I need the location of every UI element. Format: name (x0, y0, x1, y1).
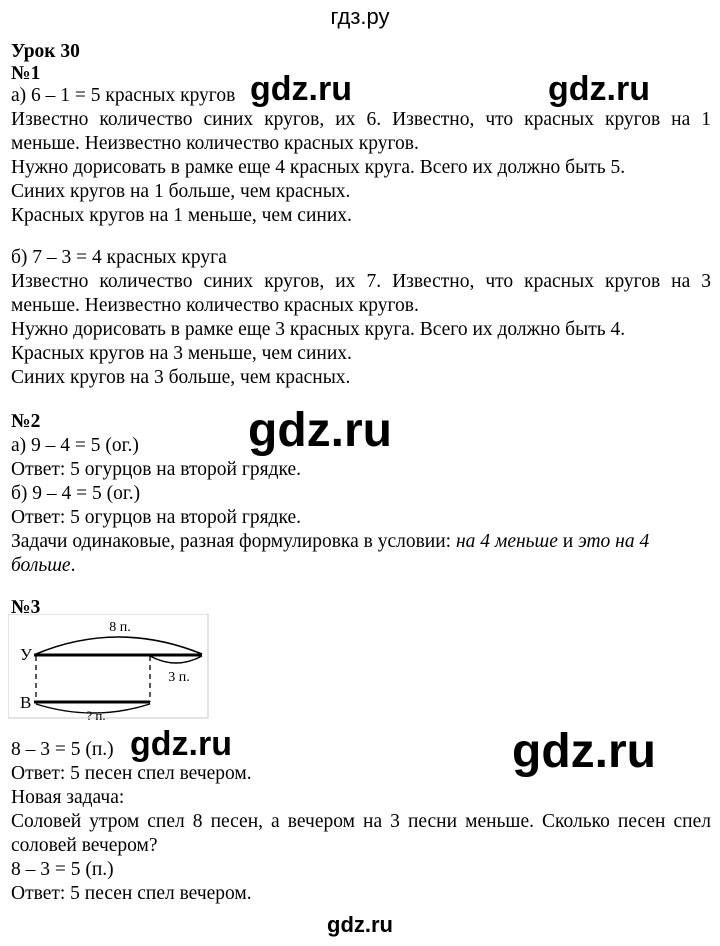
brace-top-8 (36, 637, 202, 654)
label-v: В (20, 693, 32, 712)
task2-note (11, 530, 711, 554)
task1-a-line: Известно количество синих кругов, их 6. Известно, что красных кругов на 1 (11, 109, 711, 130)
task2-note-mid: и (557, 531, 579, 552)
brace-right-3 (150, 656, 202, 663)
task1-a-line: меньше. Неизвестно количество красных кругов. (11, 133, 419, 154)
task1-b-line: Известно количество синих кругов, их 7. Известно, что красных кругов на 3 (11, 271, 711, 292)
task3-line: соловей вечером? (11, 835, 158, 856)
task1-b-line: Нужно дорисовать в рамке еще 3 красных круга. Всего их должно быть 4. (11, 319, 626, 340)
watermark: gdz.ru (248, 404, 392, 457)
site-header: гдз.ру (330, 4, 390, 29)
task3-number: №3 (11, 597, 41, 618)
task1-b-line: Красных кругов на 3 меньше, чем синих. (11, 343, 352, 364)
label-right: 3 п. (168, 670, 190, 685)
task2-note-emphasis: на 4 меньше (455, 531, 558, 552)
task2-line: а) 9 – 4 = 5 (ог.) (11, 435, 139, 456)
watermark: gdz.ru (130, 725, 232, 763)
task2-note-prefix: Задачи одинаковые, разная формулировка в условии: (11, 531, 456, 552)
task1-number: №1 (11, 63, 41, 84)
task1-b-equation: б) 7 – 3 = 4 красных круга (11, 247, 227, 268)
task2-line: б) 9 – 4 = 5 (ог.) (11, 483, 141, 504)
task1-b-line: Синих кругов на 3 больше, чем красных. (11, 367, 351, 388)
label-u: У (20, 645, 33, 664)
task3-line: Соловей утром спел 8 песен, а вечером на 3 песни меньше. Сколько песен спел (11, 811, 711, 832)
task3-line: 8 – 3 = 5 (п.) (11, 739, 114, 760)
task2-note-end: . (70, 555, 76, 576)
task3-line: Ответ: 5 песен спел вечером. (11, 763, 252, 784)
task2-line: Ответ: 5 огурцов на второй грядке. (11, 507, 301, 528)
task3-line: 8 – 3 = 5 (п.) (11, 859, 114, 880)
watermark: gdz.ru (548, 70, 650, 108)
label-top: 8 п. (109, 620, 131, 635)
task1-a-line: Синих кругов на 1 больше, чем красных. (11, 181, 351, 202)
task2-number: №2 (11, 411, 41, 432)
task3-line: Ответ: 5 песен спел вечером. (11, 883, 252, 904)
watermark: gdz.ru (512, 725, 656, 778)
task1-b-line: меньше. Неизвестно количество красных кругов. (11, 295, 419, 316)
task3-diagram (8, 614, 218, 722)
task2-note-emphasis: это на 4 (578, 531, 650, 552)
lesson-title: Урок 30 (11, 41, 80, 62)
task1-a-line: Нужно дорисовать в рамке еще 4 красных круга. Всего их должно быть 5. (11, 157, 626, 178)
task2-note-emphasis: больше (11, 555, 71, 576)
task2-line: Ответ: 5 огурцов на второй грядке. (11, 459, 301, 480)
task3-line: Новая задача: (11, 787, 125, 808)
watermark: gdz.ru (250, 70, 352, 108)
task1-a-equation: а) 6 – 1 = 5 красных кругов (11, 85, 236, 106)
site-footer: gdz.ru (327, 912, 393, 937)
label-bottom: ? п. (86, 708, 106, 722)
task1-a-line: Красных кругов на 1 меньше, чем синих. (11, 205, 352, 226)
task2-note-continued (11, 554, 711, 578)
